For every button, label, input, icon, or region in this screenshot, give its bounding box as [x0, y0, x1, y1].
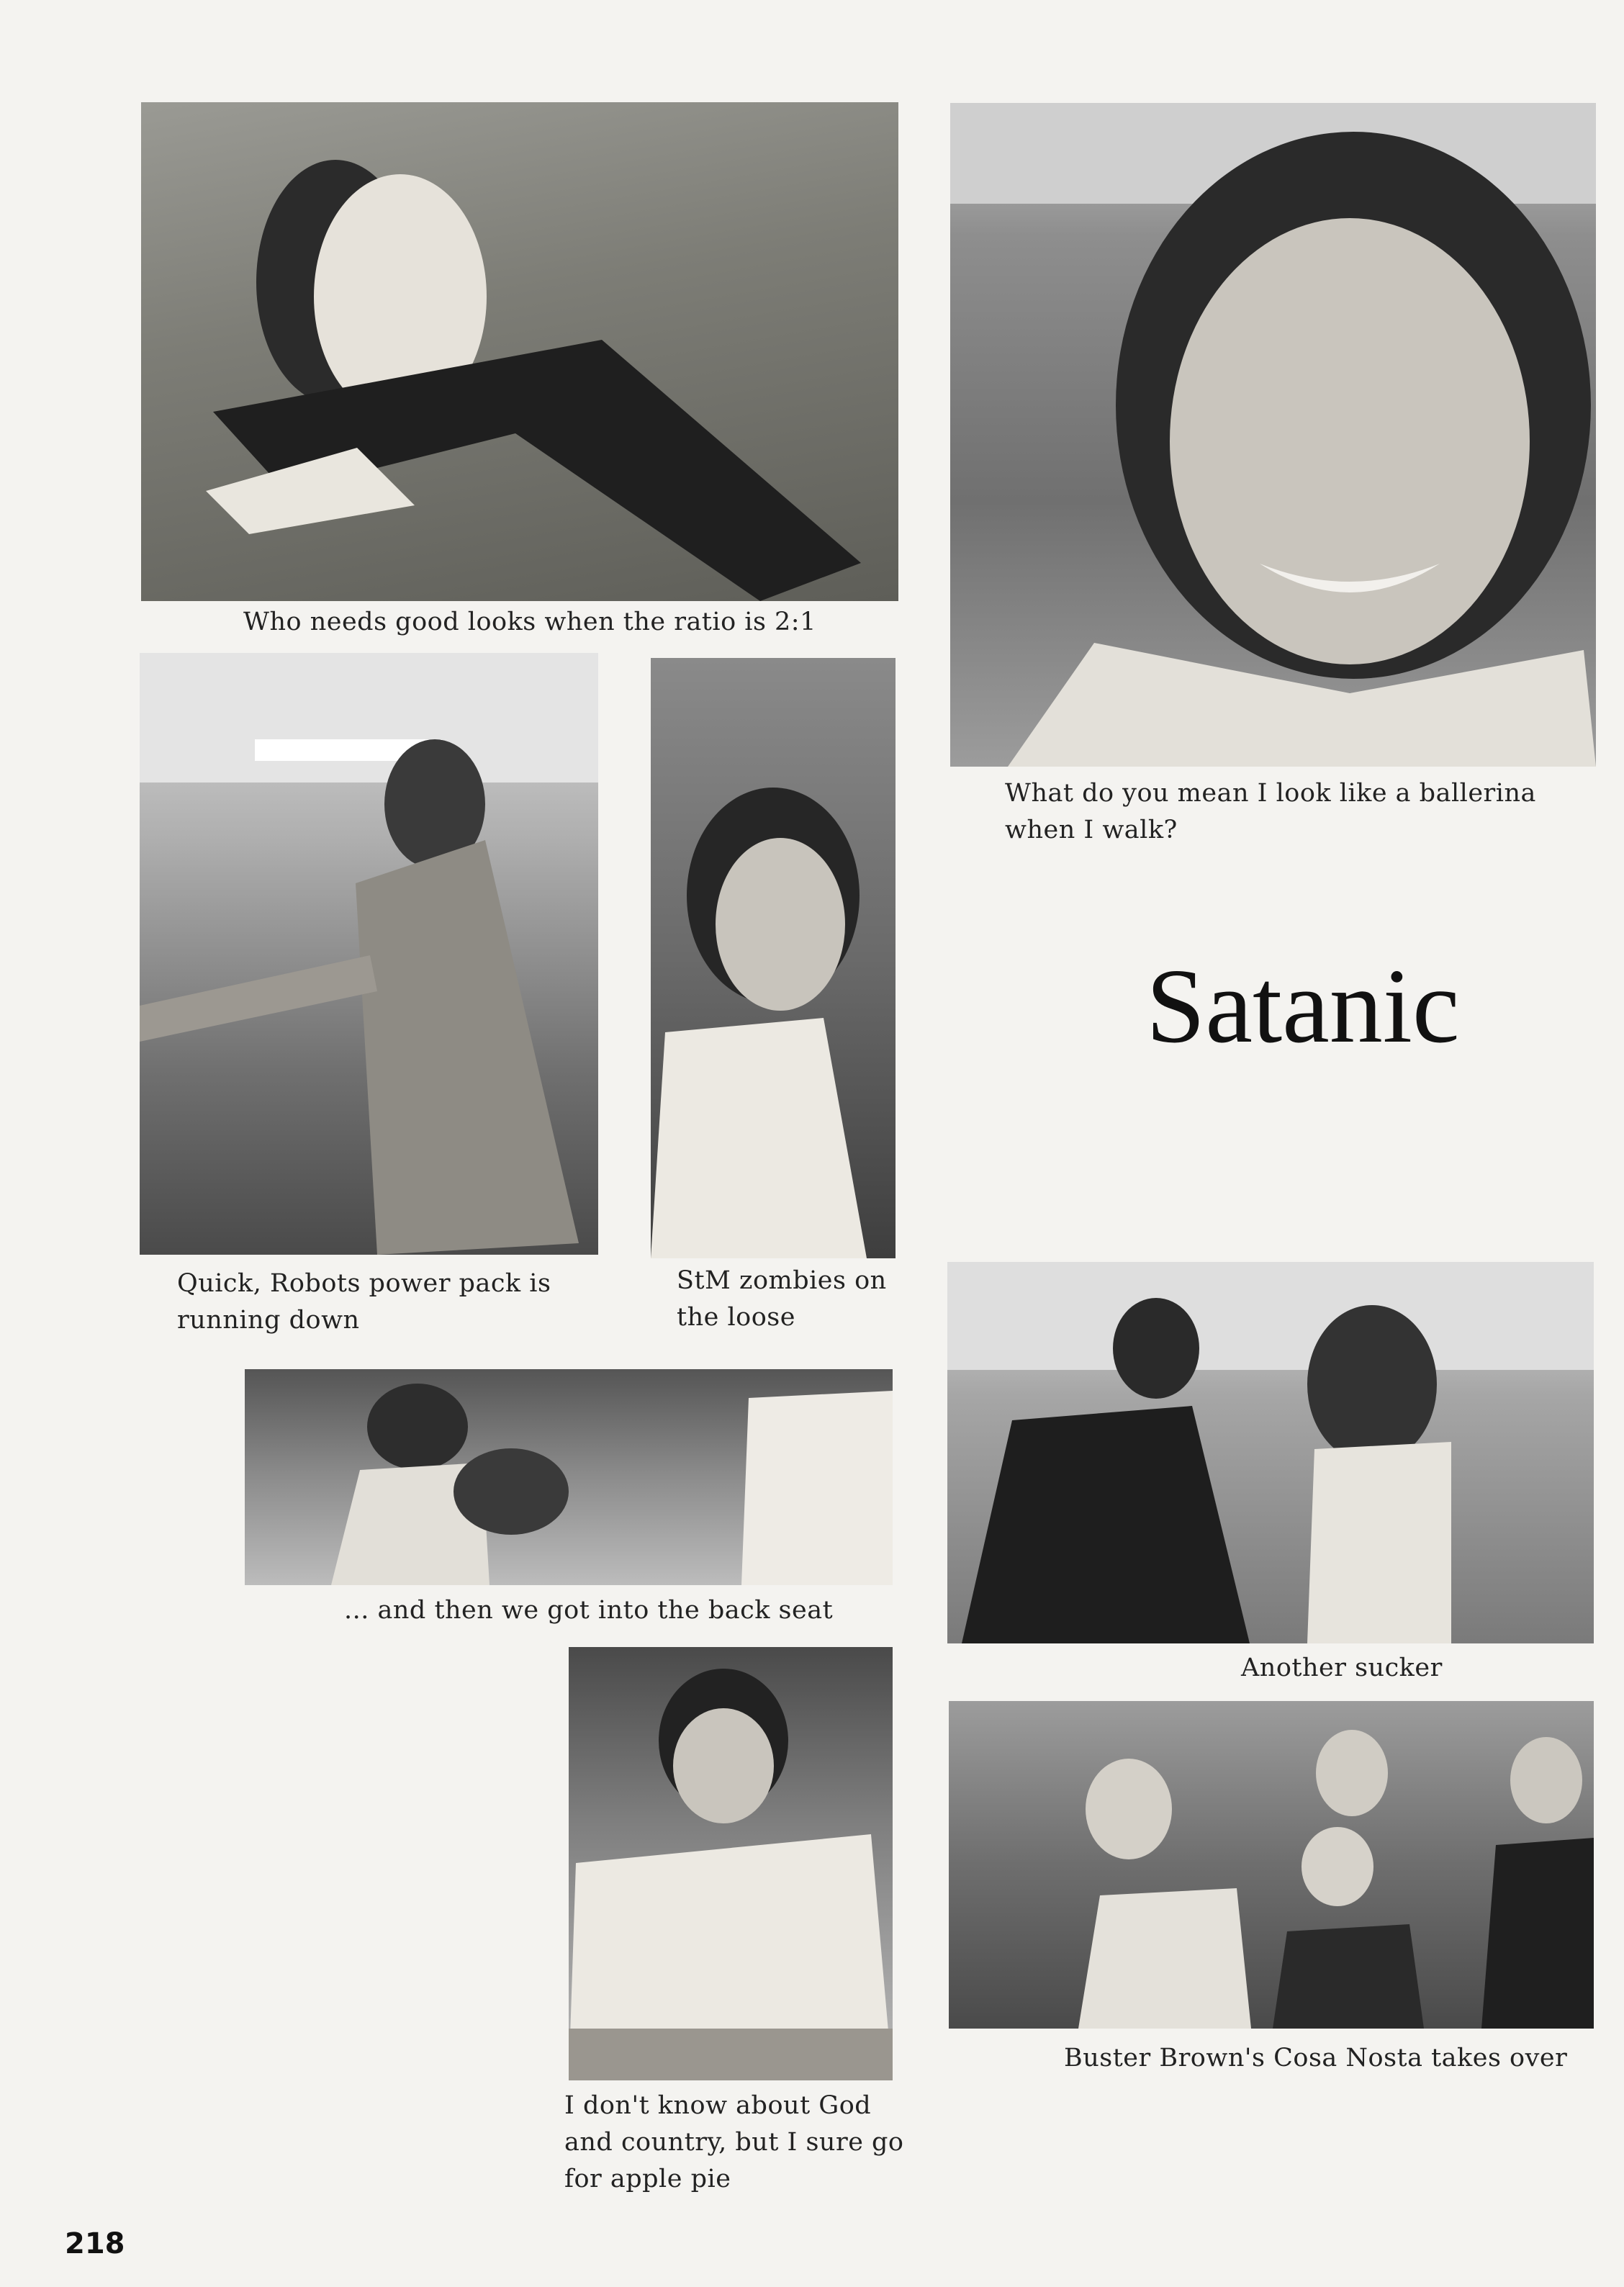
caption-children-group: Buster Brown's Cosa Nosta takes over	[1064, 2044, 1568, 2072]
caption-smiling-girl: What do you mean I look like a ballerina when I walk?	[1005, 779, 1536, 844]
photo-smiling-girl	[950, 103, 1596, 767]
photo-teacher	[140, 653, 598, 1255]
page-title: Satanic	[1146, 947, 1460, 1065]
caption-students-desks: ... and then we got into the back seat	[344, 1596, 834, 1625]
caption-man-and-girl: Another sucker	[1241, 1654, 1443, 1682]
photo-girl-hallway	[651, 658, 896, 1258]
photo-boy-desk	[569, 1647, 893, 2080]
caption-teacher: Quick, Robots power pack is running down	[177, 1269, 551, 1335]
page-number: 218	[65, 2227, 125, 2260]
photo-man-and-girl	[947, 1262, 1594, 1643]
caption-boy-desk: I don't know about God and country, but I sure go for apple pie	[564, 2091, 904, 2193]
photo-students-desks	[245, 1369, 893, 1585]
photo-children-group	[949, 1701, 1594, 2029]
caption-girl-hallway: StM zombies on the loose	[677, 1266, 887, 1332]
caption-lawn: Who needs good looks when the ratio is 2:1	[243, 608, 816, 636]
photo-lawn	[141, 102, 898, 601]
